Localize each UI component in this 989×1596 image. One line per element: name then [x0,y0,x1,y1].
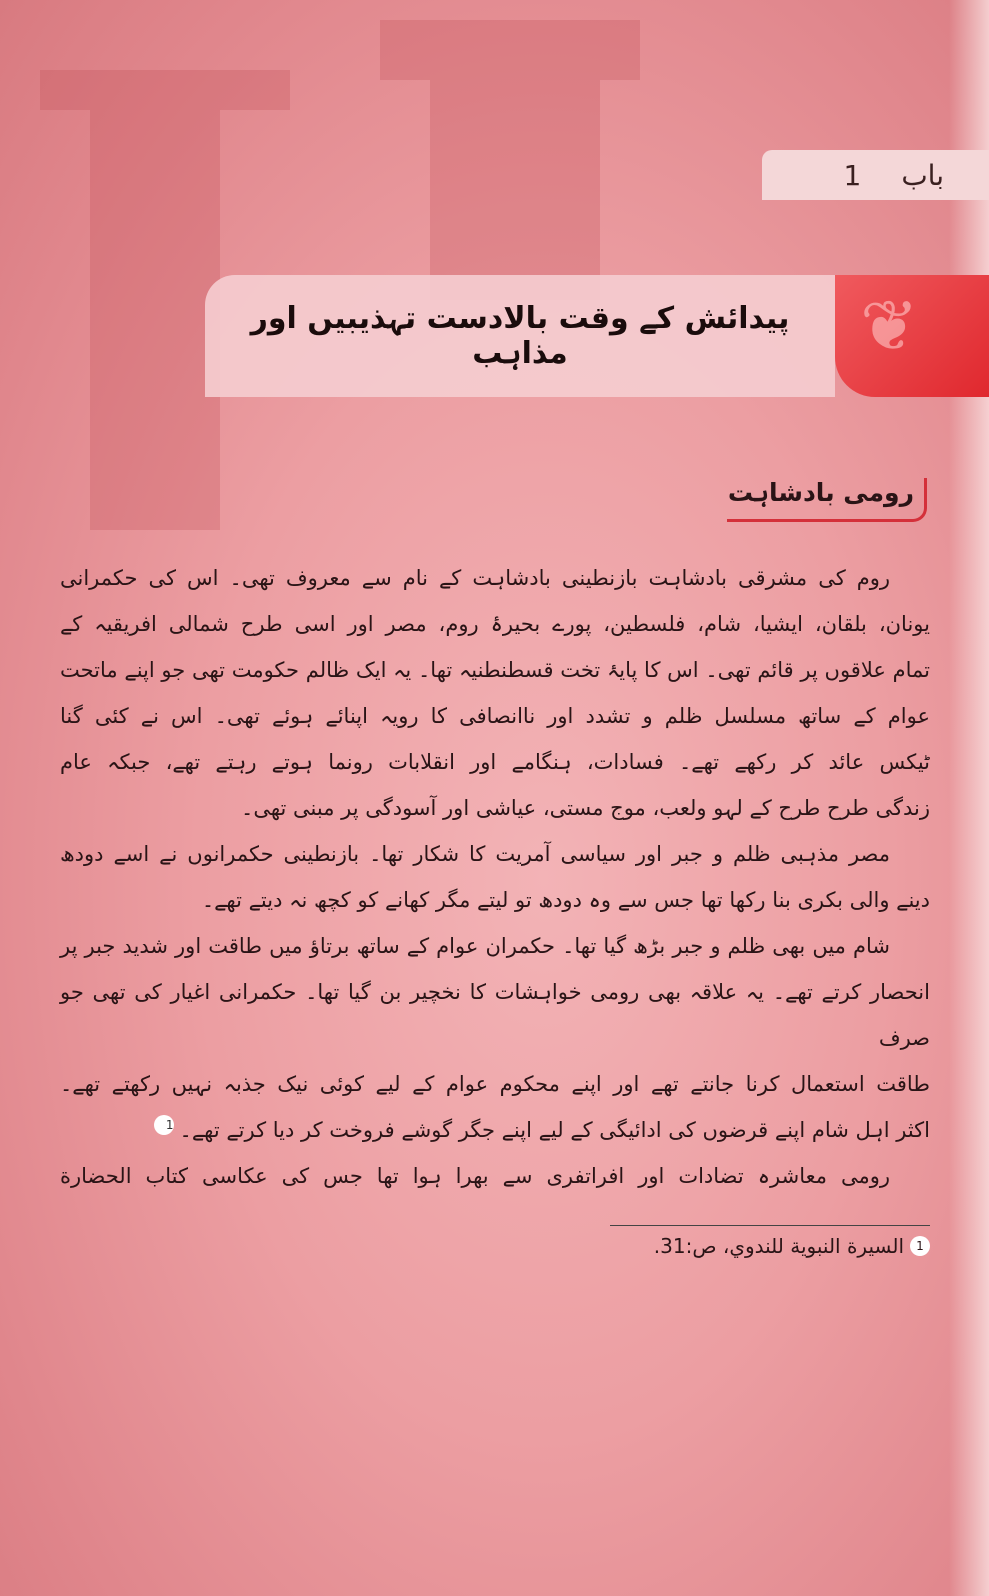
text-line: یونان، بلقان، ایشیا، شام، فلسطین، پورے بحیرۂ روم، مصر اور اسی طرح شمالی افریقیہ کے [60,612,930,636]
text-line: انحصار کرتے تھے۔ یہ علاقہ بھی رومی خواہشات کا نخچیر بن گیا تھا۔ حکمرانی اغیار کی تھی جو صرف [60,980,930,1050]
footnote-text: السيرة النبوية للندوي، ص:31. [653,1234,904,1258]
ornament-icon: ❦ [835,275,989,397]
chapter-label: باب [901,158,944,192]
text-line-with-footnote [60,1107,930,1153]
text-line: دینے والی بکری بنا رکھا تھا جس سے وہ دودھ تو لیتے مگر کھانے کو کچھ نہ دیتے تھے۔ [201,888,930,912]
text-line: مصر مذہبی ظلم و جبر اور سیاسی آمریت کا شکار تھا۔ بازنطینی حکمرانوں نے اسے دودھ [60,842,890,866]
body-text [60,0,930,1278]
text-line: طاقت استعمال کرنا جانتے تھے اور اپنے محکوم عوام کے لیے کوئی نیک جذبہ نہیں رکھتے تھے۔ [60,1072,930,1096]
text-line: شام میں بھی ظلم و جبر بڑھ گیا تھا۔ حکمران عوام کے ساتھ برتاؤ میں طاقت اور شدید جبر پر [60,934,890,958]
footnote-number: 1 [910,1236,930,1256]
text-line: روم کی مشرقی بادشاہت بازنطینی بادشاہت کے نام سے معروف تھی۔ اس کی حکمرانی [60,566,890,590]
footnote [610,1226,930,1278]
page-edge-shadow [949,0,989,1596]
chapter-number: 1 [843,158,862,192]
text-line: ٹیکس عائد کر رکھے تھے۔ فسادات، ہنگامے اور انقلابات رونما ہوتے رہتے تھے، جبکہ عام [60,750,930,774]
text-line: رومی معاشرہ تضادات اور افراتفری سے بھرا ہوا تھا جس کی عکاسی کتاب الحضارة [60,1164,890,1188]
text-line: عوام کے ساتھ مسلسل ظلم و تشدد اور ناانصافی کا رویہ اپنائے ہوئے تھی۔ اس نے کئی گنا [60,704,930,728]
text-line: زندگی طرح طرح کے لہو ولعب، موج مستی، عیاشی اور آسودگی پر مبنی تھی۔ [241,796,930,820]
chapter-title: پیدائش کے وقت بالادست تہذیبیں اور مذاہب [250,301,790,371]
footnote-marker: 1 [154,1115,174,1135]
section-heading: رومی بادشاہت [727,478,927,522]
text-line: تمام علاقوں پر قائم تھی۔ اس کا پایۂ تخت قسطنطنیہ تھا۔ یہ ایک ظالم حکومت تھی جو اپنے ماتحت [60,658,930,682]
text-line: اکثر اہل شام اپنے قرضوں کی ادائیگی کے لیے اپنے جگر گوشے فروخت کر دیا کرتے تھے۔ [179,1118,930,1142]
